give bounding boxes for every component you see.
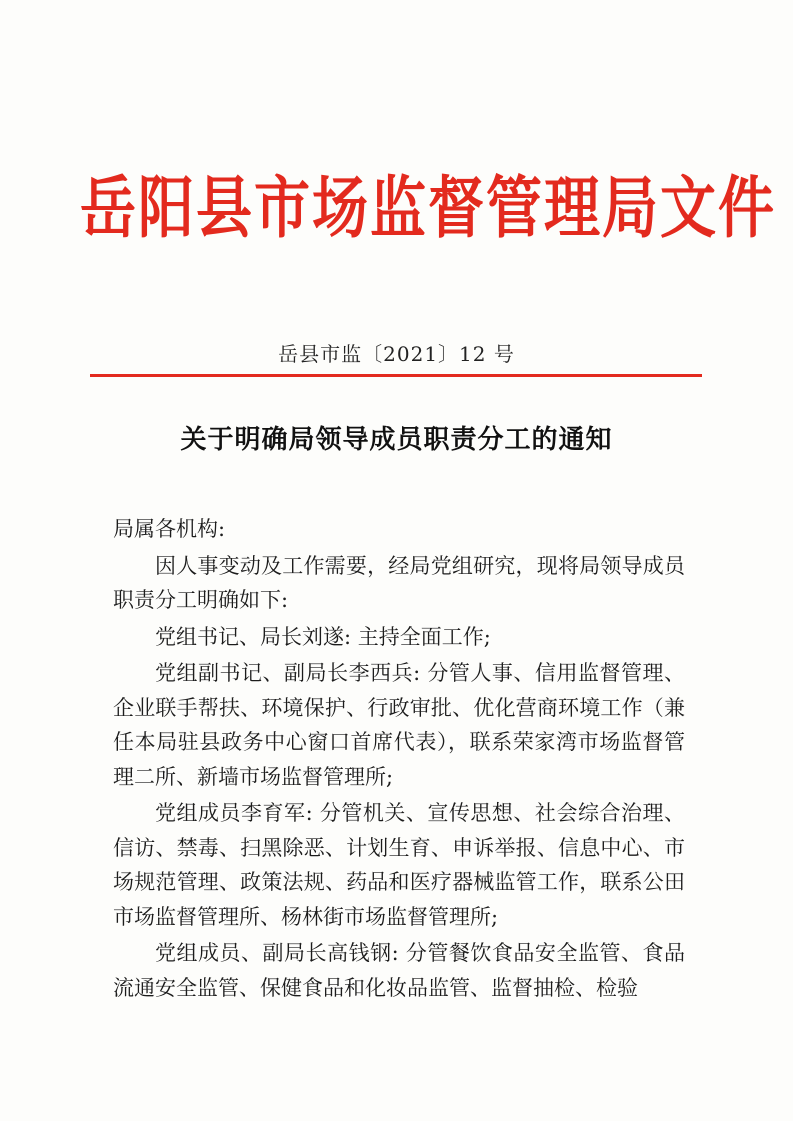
paragraph-member-li: 党组成员李育军: 分管机关、宣传思想、社会综合治理、信访、禁毒、扫黑除恶、计划生育、申诉举报、信息中心、市场规范管理、政策法规、药品和医疗器械监管工作，联系公田市场监督管理所、杨林街市场监督管理所; <box>113 801 685 929</box>
paragraph-intro: 因人事变动及工作需要，经局党组研究，现将局领导成员职责分工明确如下: <box>113 553 685 612</box>
document-body <box>113 512 685 1005</box>
paragraph-director: 党组书记、局长刘遂: 主持全面工作; <box>155 624 491 649</box>
issuer-banner: 岳阳县市场监督管理局文件 <box>80 168 776 248</box>
addressee: 局属各机构: <box>113 517 226 541</box>
document-number: 岳县市监〔2021〕12 号 <box>278 342 515 366</box>
red-divider-line <box>90 374 702 377</box>
paragraph-deputy-secretary: 党组副书记、副局长李西兵: 分管人事、信用监督管理、企业联手帮扶、环境保护、行政审批、优化营商环境工作（兼任本局驻县政务中心窗口首席代表），联系荣家湾市场监督管理二所、新墙市场监督管理所; <box>113 661 685 789</box>
paragraph-member-gao: 党组成员、副局长高钱钢: 分管餐饮食品安全监管、食品流通安全监管、保健食品和化妆品监管、监督抽检、检验 <box>113 941 685 1000</box>
document-title: 关于明确局领导成员职责分工的通知 <box>180 425 613 455</box>
